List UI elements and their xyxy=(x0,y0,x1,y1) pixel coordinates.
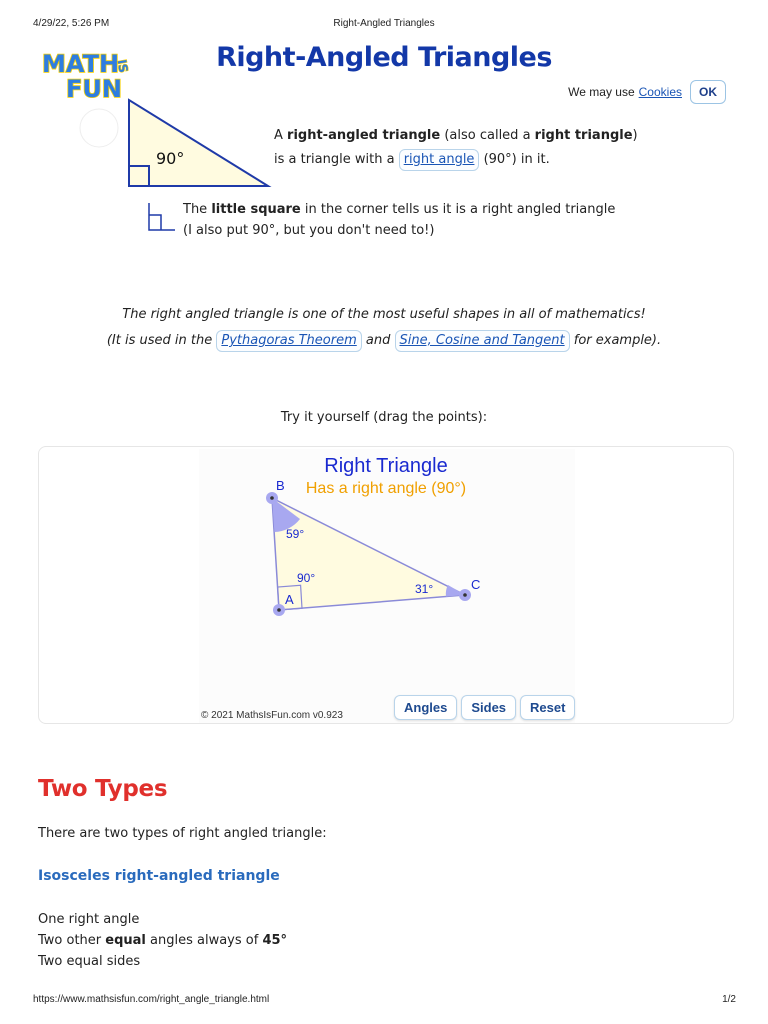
fact-text: angles always of xyxy=(145,933,263,948)
isosceles-subheading: Isosceles right-angled triangle xyxy=(38,868,280,884)
try-it-text: Try it yourself (drag the points): xyxy=(280,410,488,425)
fact-text: Two other xyxy=(38,933,106,948)
note-text: (I also put 90°, but you don't need to!) xyxy=(183,223,435,238)
fact-bold: 45° xyxy=(262,933,288,948)
intro-text: ) xyxy=(632,128,638,143)
logo-is: IS xyxy=(114,58,131,74)
intro-bold-term: right triangle xyxy=(534,128,633,143)
useful-text: The right angled triangle is one of the most useful shapes in all of mathematics! xyxy=(122,307,646,322)
angle-a-label: 90° xyxy=(297,571,316,585)
cookie-bar xyxy=(568,80,726,104)
hero-angle-label: 90° xyxy=(156,149,185,168)
applet-canvas xyxy=(39,447,735,725)
fact-equal-angles xyxy=(38,930,287,951)
print-doc-title: Right-Angled Triangles xyxy=(333,18,435,29)
reset-button[interactable]: Reset xyxy=(520,695,575,720)
hero-avatar-circle xyxy=(80,109,118,147)
useful-text: and xyxy=(361,333,395,348)
point-c-dot xyxy=(463,593,467,597)
print-timestamp: 4/29/22, 5:26 PM xyxy=(33,18,110,29)
intro-text: is a triangle with a xyxy=(274,152,399,167)
applet-buttons xyxy=(394,695,575,720)
applet-copyright: © 2021 MathsIsFun.com v0.923 xyxy=(201,710,343,721)
point-a-dot xyxy=(277,608,281,612)
applet-title: Right Triangle xyxy=(324,455,448,477)
fact-one-right-angle: One right angle xyxy=(38,912,140,927)
intro-bold-term: right-angled triangle xyxy=(287,128,441,143)
fact-equal-sides: Two equal sides xyxy=(38,954,141,969)
angles-button[interactable]: Angles xyxy=(394,695,457,720)
cookie-ok-button[interactable]: OK xyxy=(690,80,726,104)
little-square-note xyxy=(183,199,703,241)
logo-line1: MATH xyxy=(42,50,120,78)
label-c: C xyxy=(471,577,481,592)
fact-bold: equal xyxy=(105,933,146,948)
two-types-heading: Two Types xyxy=(38,776,168,802)
note-text: in the corner tells us it is a right angled triangle xyxy=(300,202,616,217)
page-title: Right-Angled Triangles xyxy=(216,42,552,73)
intro-text: A xyxy=(274,128,288,143)
pythagoras-link[interactable]: Pythagoras Theorem xyxy=(216,330,361,352)
right-angle-link[interactable]: right angle xyxy=(399,149,480,171)
note-bold-term: little square xyxy=(211,202,301,217)
cookie-text: We may use xyxy=(568,85,635,99)
intro-paragraph xyxy=(274,124,714,172)
print-header xyxy=(0,18,768,32)
angle-b-label: 59° xyxy=(286,527,305,541)
little-square-icon xyxy=(146,202,176,232)
intro-text: (also called a xyxy=(440,128,535,143)
applet-subtitle: Has a right angle (90°) xyxy=(305,480,467,497)
triangle-applet xyxy=(38,446,734,724)
useful-text: (It is used in the xyxy=(106,333,217,348)
useful-paragraph xyxy=(0,302,768,354)
print-url: https://www.mathsisfun.com/right_angle_triangle.html xyxy=(33,994,270,1005)
intro-text: (90°) in it. xyxy=(479,152,550,167)
useful-text: for example). xyxy=(569,333,662,348)
isosceles-facts xyxy=(38,909,287,972)
label-b: B xyxy=(276,478,285,493)
note-text: The xyxy=(183,202,212,217)
print-page-number: 1/2 xyxy=(722,994,736,1005)
point-b-dot xyxy=(270,496,274,500)
two-types-intro: There are two types of right angled triangle: xyxy=(38,826,327,841)
label-a: A xyxy=(285,592,294,607)
sides-button[interactable]: Sides xyxy=(461,695,516,720)
trig-link[interactable]: Sine, Cosine and Tangent xyxy=(395,330,570,352)
logo-line2: FUN xyxy=(66,75,122,101)
hero-triangle-diagram xyxy=(78,95,278,195)
cookies-link[interactable]: Cookies xyxy=(638,85,682,99)
angle-c-label: 31° xyxy=(415,582,434,596)
